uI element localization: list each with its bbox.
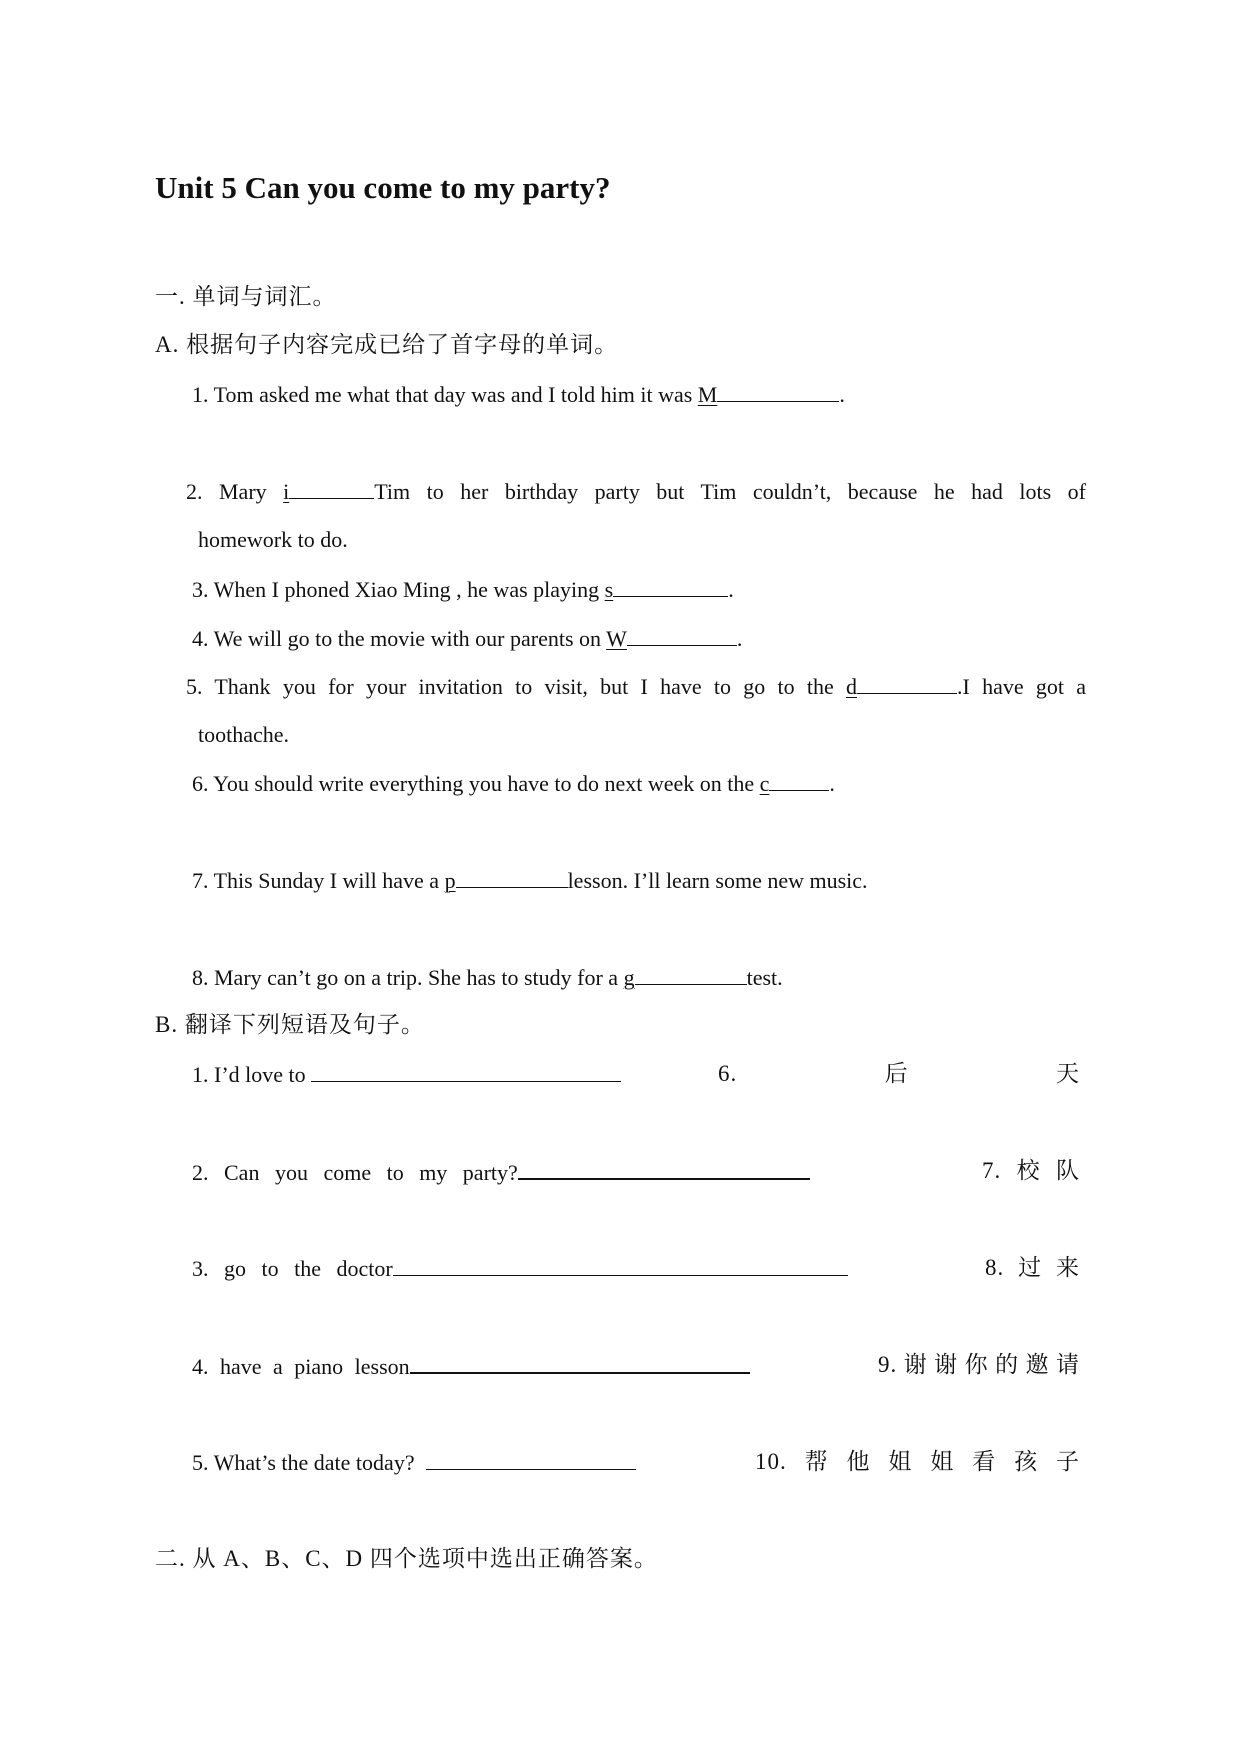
- chinese-char: 请: [1055, 1352, 1080, 1377]
- initial-letter: s: [604, 577, 614, 602]
- initial-letter: p: [444, 868, 456, 893]
- chinese-char: 来: [1056, 1255, 1080, 1280]
- answer-blank[interactable]: [857, 671, 957, 694]
- answer-blank[interactable]: [613, 574, 728, 597]
- item-number: 9.: [878, 1352, 898, 1377]
- chinese-char: 你: [964, 1352, 989, 1377]
- chinese-char: 邀: [1025, 1352, 1050, 1377]
- question-text: 5. Thank you for your invitation to visit, but I have to go to the: [186, 674, 846, 699]
- chinese-char: 后: [884, 1061, 909, 1086]
- question-a2-continued: homework to do.: [198, 527, 348, 552]
- question-text: .: [728, 577, 734, 602]
- question-text: .I have got a: [957, 674, 1086, 699]
- item-number: 8.: [985, 1255, 1005, 1280]
- translation-5: [192, 1447, 636, 1478]
- chinese-char: 过: [1018, 1255, 1043, 1280]
- translation-prompt: 3. go to the doctor: [192, 1256, 393, 1281]
- question-a6: [192, 768, 835, 799]
- translation-1: [192, 1059, 621, 1090]
- answer-blank[interactable]: [410, 1350, 750, 1374]
- question-a8: [192, 962, 783, 993]
- item-number: 10.: [755, 1449, 787, 1474]
- chinese-char: 子: [1055, 1449, 1080, 1474]
- translation-prompt: 5. What’s the date today?: [192, 1450, 415, 1475]
- answer-blank[interactable]: [518, 1156, 810, 1180]
- chinese-char: 队: [1056, 1158, 1080, 1183]
- answer-blank[interactable]: [627, 623, 737, 646]
- chinese-char: 帮: [804, 1449, 829, 1474]
- part-b-heading: B. 翻译下列短语及句子。: [155, 1012, 425, 1037]
- translation-9: [878, 1350, 1080, 1380]
- initial-letter: i: [283, 479, 290, 504]
- question-a5: [186, 671, 1086, 702]
- answer-blank[interactable]: [717, 379, 839, 402]
- question-text: test.: [746, 965, 783, 990]
- initial-letter: W: [606, 626, 627, 651]
- section-2-heading: 二. 从 A、B、C、D 四个选项中选出正确答案。: [155, 1546, 658, 1571]
- translation-prompt: 1. I’d love to: [192, 1062, 306, 1087]
- answer-blank[interactable]: [769, 768, 829, 791]
- initial-letter: d: [846, 674, 857, 699]
- chinese-char: 谢: [934, 1352, 959, 1377]
- question-a4: [192, 623, 742, 654]
- question-a2: [186, 476, 1086, 507]
- section-1-heading: 一. 单词与词汇。: [155, 284, 337, 309]
- chinese-char: 的: [995, 1352, 1020, 1377]
- translation-4: [192, 1350, 750, 1382]
- item-number: 7.: [982, 1158, 1002, 1183]
- page-title: Unit 5 Can you come to my party?: [155, 170, 611, 205]
- question-a1: [192, 379, 845, 410]
- question-a5-continued: toothache.: [198, 722, 290, 747]
- question-a7: [192, 865, 868, 896]
- translation-prompt: 2. Can you come to my party?: [192, 1160, 518, 1185]
- translation-7: [982, 1156, 1080, 1186]
- item-number: 6.: [718, 1061, 738, 1086]
- initial-letter: g: [623, 965, 635, 990]
- question-text: lesson. I’ll learn some new music.: [567, 868, 868, 893]
- chinese-char: 姐: [888, 1449, 913, 1474]
- question-text: 8. Mary can’t go on a trip. She has to study for a: [192, 965, 624, 990]
- translation-prompt: 4. have a piano lesson: [192, 1354, 410, 1379]
- chinese-char: 他: [846, 1449, 871, 1474]
- answer-blank[interactable]: [311, 1059, 621, 1082]
- question-text: 2. Mary: [186, 479, 284, 504]
- part-a-heading: A. 根据句子内容完成已给了首字母的单词。: [155, 332, 619, 357]
- translation-10: [755, 1447, 1080, 1477]
- chinese-char: 孩: [1014, 1449, 1039, 1474]
- chinese-char: 天: [1056, 1061, 1080, 1086]
- question-text: 4. We will go to the movie with our parents on: [192, 626, 607, 651]
- answer-blank[interactable]: [426, 1447, 636, 1470]
- question-text: .: [736, 626, 743, 651]
- chinese-char: 校: [1016, 1158, 1041, 1183]
- answer-blank[interactable]: [456, 865, 568, 888]
- translation-3: [192, 1253, 848, 1284]
- chinese-char: 姐: [930, 1449, 955, 1474]
- translation-6: [718, 1059, 1080, 1089]
- question-text: .: [829, 771, 835, 796]
- initial-letter: M: [697, 382, 718, 407]
- question-text: 6. You should write everything you have to do next week on the: [192, 771, 760, 796]
- question-text: 1. Tom asked me what that day was and I told him it was: [192, 382, 698, 407]
- question-text: Tim to her birthday party but Tim couldn’t, because he had lots of: [374, 479, 1087, 504]
- translation-2: [192, 1156, 810, 1188]
- chinese-char: 谢: [903, 1352, 928, 1377]
- answer-blank[interactable]: [393, 1253, 848, 1276]
- initial-letter: c: [759, 771, 770, 796]
- answer-blank[interactable]: [635, 962, 747, 985]
- question-text: 7. This Sunday I will have a: [192, 868, 445, 893]
- question-a3: [192, 574, 734, 605]
- chinese-char: 看: [972, 1449, 997, 1474]
- question-text: .: [839, 382, 845, 407]
- question-text: 3. When I phoned Xiao Ming , he was playing: [192, 577, 605, 602]
- translation-8: [985, 1253, 1080, 1283]
- answer-blank[interactable]: [289, 476, 374, 499]
